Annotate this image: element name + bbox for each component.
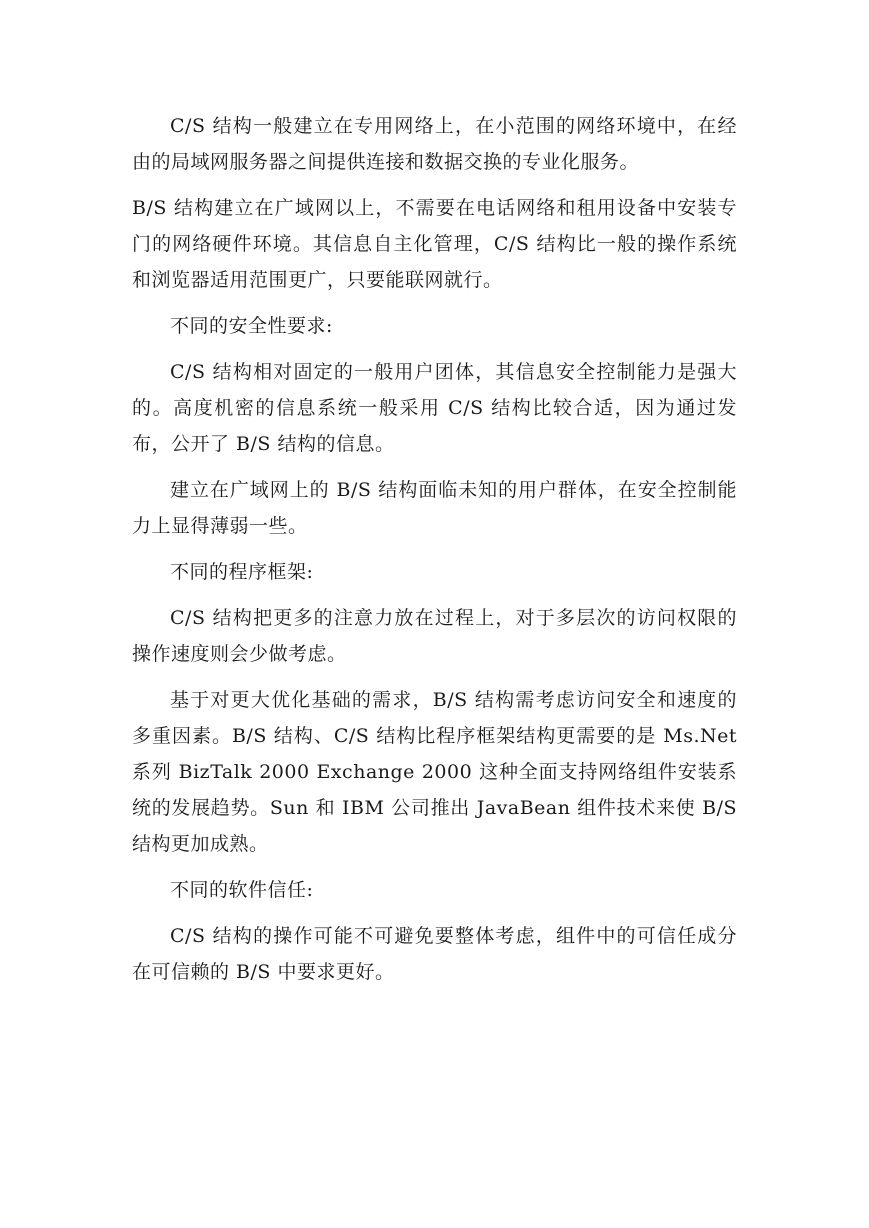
paragraph-bs-network: B/S 结构建立在广域网以上，不需要在电话网络和租用设备中安装专门的网络硬件环境。其信息自主化管理，C/S 结构比一般的操作系统和浏览器适用范围更广，只要能联网就行。 (132, 197, 737, 291)
paragraph-bs-security: 建立在广域网上的 B/S 结构面临未知的用户群体，在安全控制能力上显得薄弱一些。 (132, 479, 737, 537)
paragraph-cs-framework: C/S 结构把更多的注意力放在过程上，对于多层次的访问权限的操作速度则会少做考虑。 (132, 607, 737, 665)
paragraph-bs-framework: 基于对更大优化基础的需求，B/S 结构需考虑访问安全和速度的多重因素。B/S 结构、C/S 结构比程序框架结构更需要的是 Ms.Net 系列 BizTalk 2000 Exchange 2000 这种全面支持网络组件安装系统的发展趋势。Sun 和 IBM 公司推出 JavaBean 组件技术来使 B/S 结构更加成熟。 (132, 689, 737, 855)
heading-software-trust: 不同的软件信任: (170, 879, 314, 901)
paragraph-cs-security: C/S 结构相对固定的一般用户团体，其信息安全控制能力是强大的。高度机密的信息系统一般采用 C/S 结构比较合适，因为通过发布，公开了 B/S 结构的信息。 (132, 361, 737, 455)
heading-program-framework: 不同的程序框架: (170, 561, 314, 583)
document-body (132, 108, 737, 1000)
paragraph-cs-network: C/S 结构一般建立在专用网络上，在小范围的网络环境中，在经由的局域网服务器之间提供连接和数据交换的专业化服务。 (132, 115, 737, 173)
heading-security: 不同的安全性要求: (170, 315, 333, 337)
paragraph-cs-trust: C/S 结构的操作可能不可避免要整体考虑，组件中的可信任成分在可信赖的 B/S 中要求更好。 (132, 925, 737, 983)
